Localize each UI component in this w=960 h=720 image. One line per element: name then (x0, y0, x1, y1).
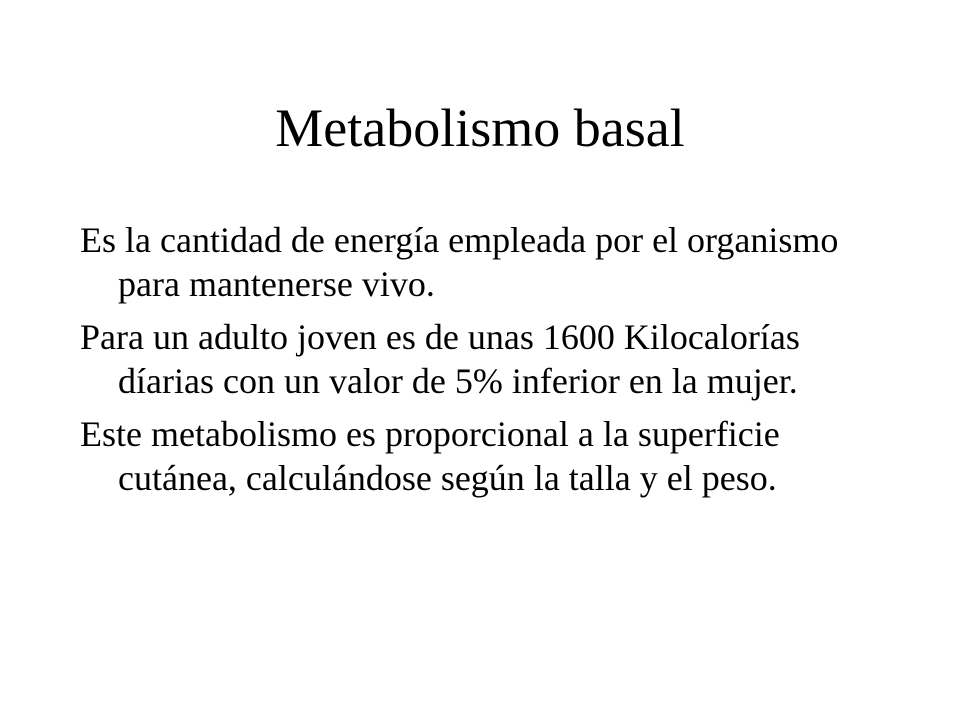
paragraph-adult-value: Para un adulto joven es de unas 1600 Kilocalorías díarias con un valor de 5% inferior en la mujer. (80, 317, 800, 401)
paragraph-definition: Es la cantidad de energía empleada por el organismo para mantenerse vivo. (80, 220, 839, 304)
slide-body (80, 218, 880, 509)
slide-title: Metabolismo basal (275, 98, 685, 158)
paragraph-proportionality: Este metabolismo es proporcional a la superficie cutánea, calculándose según la talla y el peso. (80, 414, 780, 498)
